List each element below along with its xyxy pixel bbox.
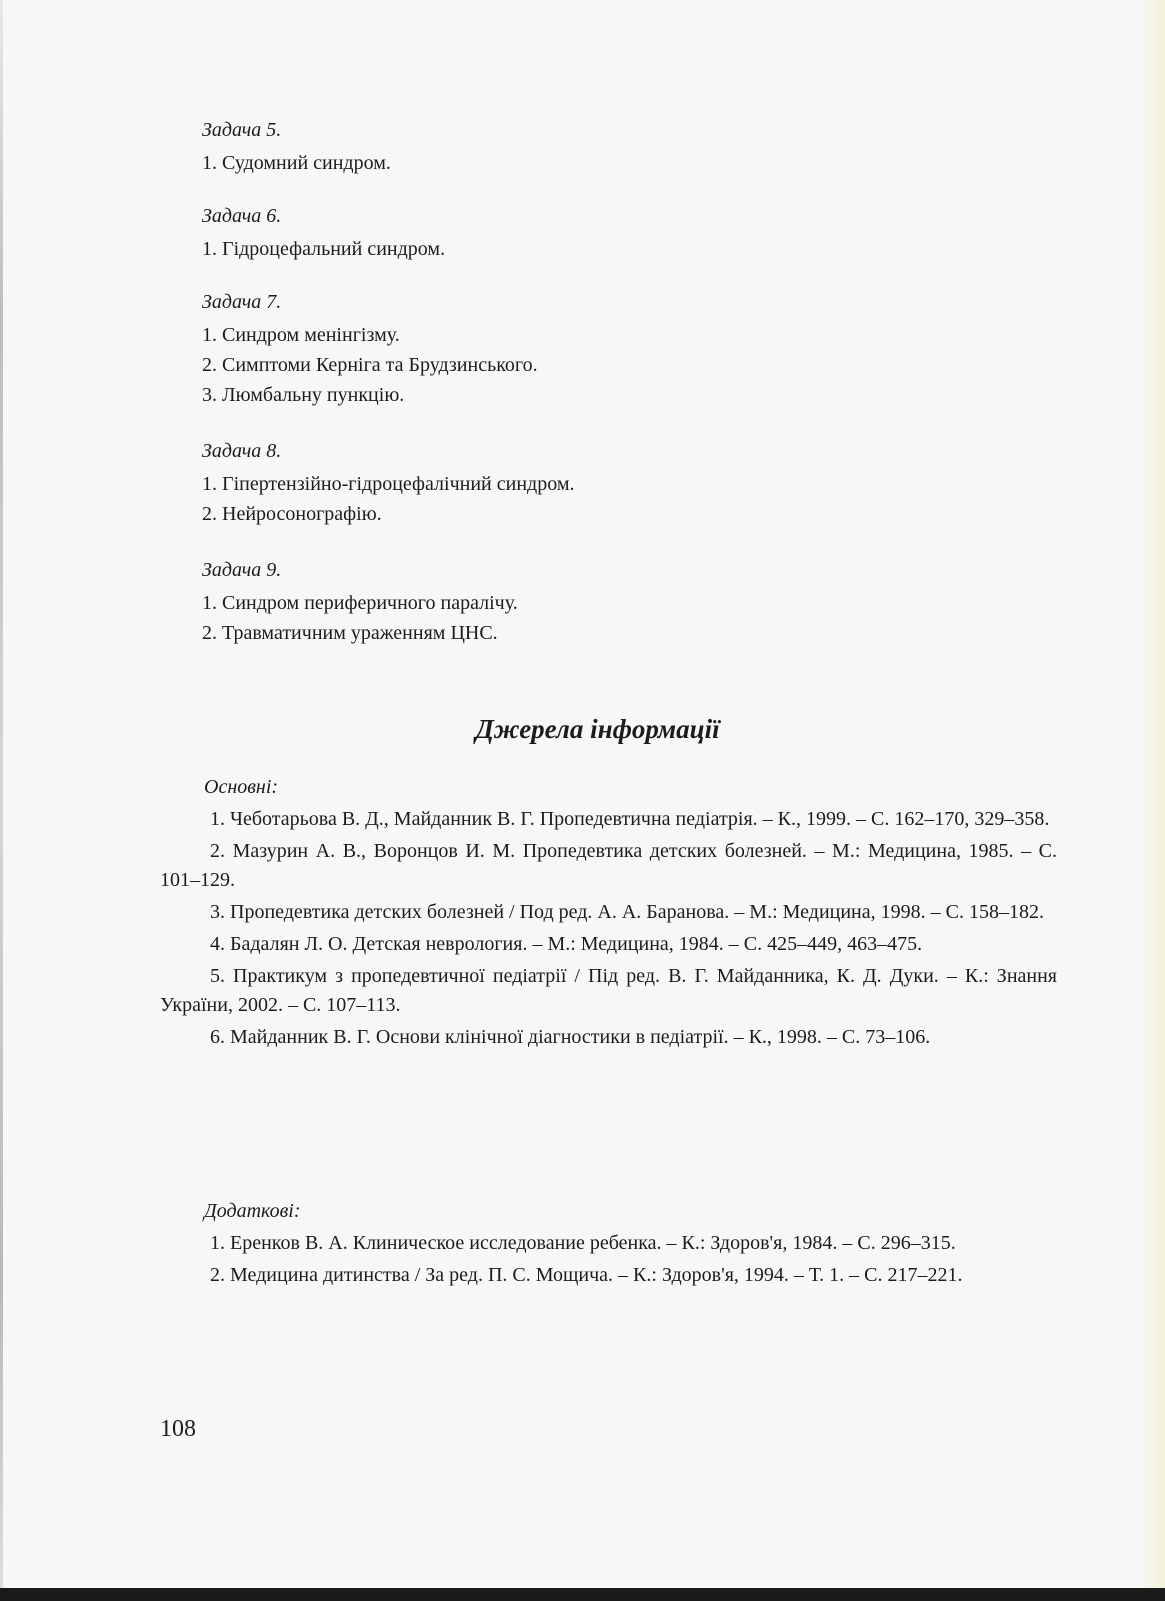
task-answer: 2. Симптоми Керніга та Брудзинського. <box>202 354 538 376</box>
task-8 <box>202 437 575 529</box>
task-title: Задача 8. <box>202 440 282 462</box>
page-number: 108 <box>160 1416 196 1442</box>
task-5 <box>202 116 391 178</box>
task-answer: 3. Люмбальну пункцію. <box>202 384 405 406</box>
task-answer: 2. Нейросонографію. <box>202 503 382 525</box>
task-title: Задача 6. <box>202 205 282 227</box>
task-answer: 1. Гідроцефальний синдром. <box>202 238 446 260</box>
scan-edge-right <box>1141 0 1165 1588</box>
additional-sources-heading: Додаткові: <box>204 1200 301 1222</box>
task-title: Задача 7. <box>202 291 282 313</box>
task-title: Задача 9. <box>202 559 282 581</box>
reference-item: 4. Бадалян Л. О. Детская неврология. – М.: Медицина, 1984. – С. 425–449, 463–475. <box>210 933 923 955</box>
sources-heading: Джерела інформації <box>475 714 720 744</box>
task-9 <box>202 556 518 648</box>
main-sources <box>160 773 1057 1055</box>
reference-item: 1. Чеботарьова В. Д., Майданник В. Г. Пропедевтична педіатрія. – К., 1999. – С. 162–170, 329–358. <box>210 808 1050 830</box>
reference-item: 1. Еренков В. А. Клиническое исследование ребенка. – К.: Здоров'я, 1984. – С. 296–315. <box>210 1232 956 1254</box>
reference-item: 2. Мазурин А. В., Воронцов И. М. Пропедевтика детских болезней. – М.: Медицина, 1985. – С. 101–129. <box>160 840 1057 891</box>
task-answer: 1. Синдром менінгізму. <box>202 324 400 346</box>
task-title: Задача 5. <box>202 119 282 141</box>
task-6 <box>202 202 445 264</box>
reference-item: 2. Медицина дитинства / За ред. П. С. Мощича. – К.: Здоров'я, 1994. – Т. 1. – С. 217–221. <box>210 1264 963 1286</box>
reference-item: 6. Майданник В. Г. Основи клінічної діагностики в педіатрії. – К., 1998. – С. 73–106. <box>210 1026 931 1048</box>
reference-item: 5. Практикум з пропедевтичної педіатрії / Під ред. В. Г. Майданника, К. Д. Дуки. – К.: Знання України, 2002. – С. 107–113. <box>160 965 1057 1016</box>
scan-edge-left <box>0 0 3 1601</box>
main-sources-heading: Основні: <box>204 776 279 798</box>
additional-sources <box>160 1197 1057 1293</box>
task-answer: 2. Травматичним ураженням ЦНС. <box>202 622 498 644</box>
task-answer: 1. Судомний синдром. <box>202 152 391 174</box>
reference-item: 3. Пропедевтика детских болезней / Под ред. А. А. Баранова. – М.: Медицина, 1998. – С. 158–182. <box>210 901 1044 923</box>
scan-edge-bottom <box>0 1588 1165 1601</box>
task-answer: 1. Гіпертензійно-гідроцефалічний синдром. <box>202 473 575 495</box>
task-7 <box>202 288 538 410</box>
task-answer: 1. Синдром периферичного паралічу. <box>202 592 518 614</box>
